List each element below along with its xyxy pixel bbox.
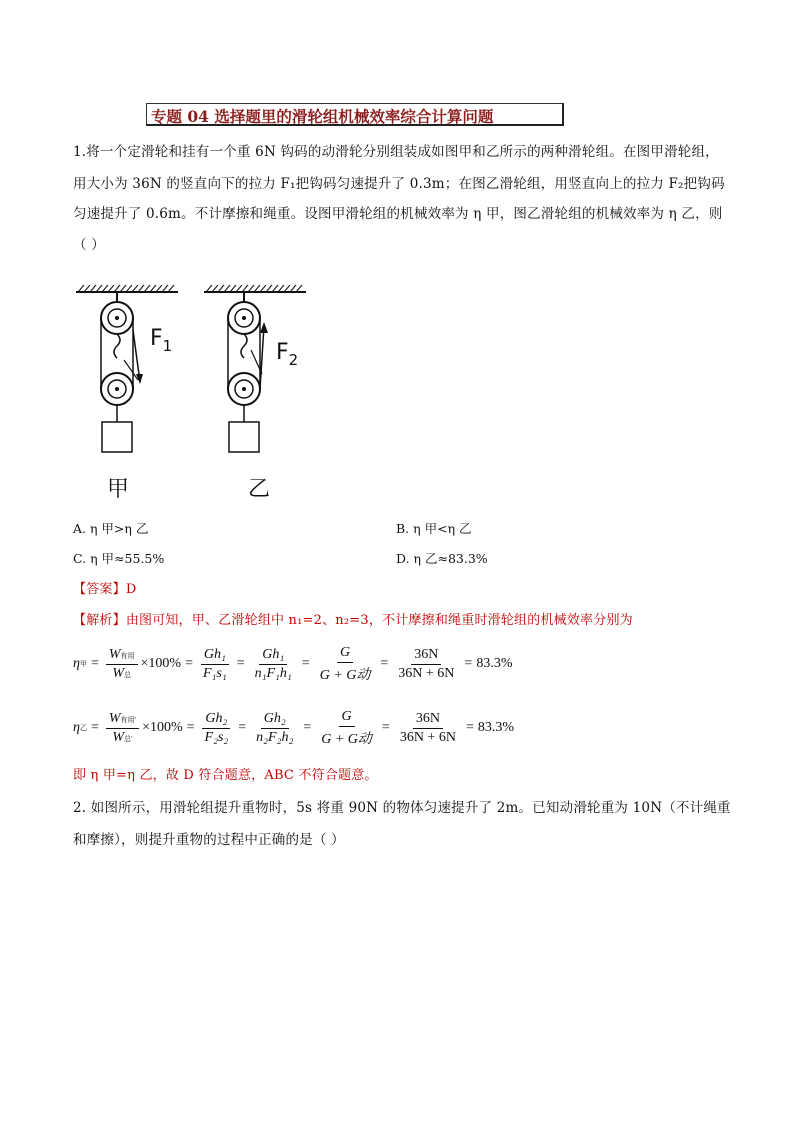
analysis-text: 由图可知，甲、乙滑轮组中 n₁=2、n₂=3，不计摩擦和绳重时滑轮组的机械效率分别为	[125, 613, 633, 628]
analysis-tag: 【解析】	[73, 613, 126, 628]
option-a: A. η 甲>η 乙	[73, 521, 149, 536]
formula2-frac-2: $\frac{\text{Gh₂}}{\text{F₂s₂}}$	[202, 711, 232, 746]
formula1-eta: η	[73, 656, 80, 671]
formula1-eta-sub: 甲	[79, 660, 87, 668]
formula1-percent: ×100%	[140, 656, 182, 671]
figure-caption-yi: 乙	[248, 477, 271, 502]
formula2-frac-4: $\frac{G}{\text{G + G动}}$	[321, 708, 372, 747]
force-label-f1	[150, 326, 173, 355]
formula2-frac-5: $\frac{36N}{36N + 6N}$	[399, 710, 456, 745]
formula2-frac-3: $\frac{\text{Gh₂}}{\text{n₂F₂h₂}}$	[256, 710, 294, 745]
force-f1-subscript: 1	[162, 337, 173, 355]
efficiency-formula-yi: η 乙 = $\frac{\text{W有用′}}{\text{W总′}}$ ×100% = $\frac{\text{Gh₂}}{\text{F₂s₂}}$ = $\frac{\text{Gh₂}}{\text{n₂F₂h₂}}$ = $\frac{G}{\text{G + G动}}$ = $\frac{36N}{36N + 6N}$ = 83.3%	[73, 708, 515, 747]
formula1-frac-4: $\frac{G}{\text{G + G动}}$	[319, 644, 371, 683]
formula2-frac-w: $\frac{\text{W有用′}}{\text{W总′}}$	[106, 711, 139, 746]
pulley-system-jia	[76, 285, 178, 452]
formula1-frac-2: $\frac{\text{Gh₁}}{\text{F₁s₁}}$	[200, 647, 230, 682]
q1-line-1: 1.将一个定滑轮和挂有一个重 6N 钩码的动滑轮分别组装成如图甲和乙所示的两种滑轮组。在图甲滑轮组，	[73, 144, 719, 160]
option-c: C. η 甲≈55.5%	[73, 551, 165, 566]
q1-line-2: 用大小为 36N 的竖直向下的拉力 F₁把钩码匀速提升了 0.3m；在图乙滑轮组，用竖直向上的拉力 F₂把钩码	[73, 176, 725, 192]
q2-line-1: 2. 如图所示，用滑轮组提升重物时，5s 将重 90N 的物体匀速提升了 2m。已知动滑轮重为 10N（不计绳重	[73, 800, 731, 816]
analysis-line	[73, 605, 633, 637]
formula1-result: 83.3%	[476, 656, 513, 671]
conclusion-line: 即 η 甲=η 乙，故 D 符合题意，ABC 不符合题意。	[73, 768, 378, 783]
force-f2-letter: F	[276, 340, 289, 365]
section-title-box	[146, 103, 564, 126]
q2-line-2: 和摩擦），则提升重物的过程中正确的是（ ）	[73, 832, 345, 848]
formula2-percent: ×100%	[142, 720, 183, 735]
force-label-f2	[276, 340, 299, 369]
q1-line-4: （ ）	[73, 237, 105, 253]
formula1-frac-5: $\frac{36N}{36N + 6N}$	[398, 646, 455, 681]
answer-value: D	[125, 582, 137, 597]
answer-line	[73, 574, 136, 606]
formula1-frac-3: $\frac{\text{Gh₁}}{\text{n₁F₁h₁}}$	[254, 646, 292, 681]
answer-tag: 【答案】	[73, 582, 126, 597]
section-title: 专题 04 选择题里的滑轮组机械效率综合计算问题	[151, 107, 494, 126]
option-d: D. η 乙≈83.3%	[396, 551, 488, 566]
force-f2-subscript: 2	[288, 351, 299, 369]
force-f1-letter: F	[150, 326, 163, 351]
efficiency-formula-jia: η 甲 = $\frac{\text{W有用}}{\text{W总}}$ ×100% = $\frac{\text{Gh₁}}{\text{F₁s₁}}$ = $\frac{\text{Gh₁}}{\text{n₁F₁h₁}}$ = $\frac{G}{\text{G + G动}}$ = $\frac{36N}{36N + 6N}$ = 83.3%	[73, 644, 513, 683]
formula2-eta: η	[73, 720, 80, 735]
figure-caption-jia: 甲	[107, 477, 130, 502]
q1-line-3: 匀速提升了 0.6m。不计摩擦和绳重。设图甲滑轮组的机械效率为 η 甲，图乙滑轮组的机械效率为 η 乙，则	[73, 206, 723, 222]
formula1-frac-w: $\frac{\text{W有用}}{\text{W总}}$	[106, 647, 138, 682]
option-b: B. η 甲<η 乙	[396, 521, 472, 536]
formula2-result: 83.3%	[477, 720, 515, 735]
formula2-eta-sub: 乙	[79, 724, 87, 732]
